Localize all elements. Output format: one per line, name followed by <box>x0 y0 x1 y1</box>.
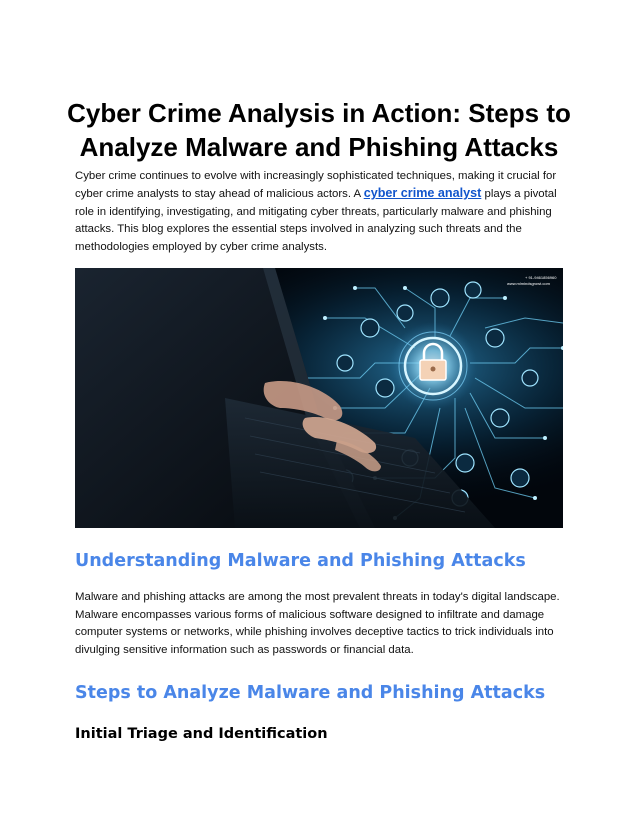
subsection-heading-triage: Initial Triage and Identification <box>75 726 328 742</box>
page-title: Cyber Crime Analysis in Action: Steps to Analyze Malware and Phishing Attacks <box>67 98 571 162</box>
intro-text-after-link: plays a pivotal role in identifying, investigating, and mitigating cyber threats, particularly malware and phishing attacks. This blog explores the essential steps involved in analyzing such threats and the methodologies employed by cyber crime analysts. <box>75 188 557 253</box>
hero-image <box>75 268 563 528</box>
section-heading-understanding: Understanding Malware and Phishing Attacks <box>75 551 526 571</box>
intro-paragraph <box>75 168 565 256</box>
section-heading-steps: Steps to Analyze Malware and Phishing Attacks <box>75 683 546 703</box>
hero-website-text: www.mlmindsgrowt.com <box>507 281 550 286</box>
hero-phone-text: + 91-9461856960 <box>525 275 557 280</box>
intro-text-before-link: Cyber crime continues to evolve with increasingly sophisticated techniques, making it crucial for cyber crime analysts to stay ahead of malicious actors. A <box>75 170 557 201</box>
section-paragraph-understanding: Malware and phishing attacks are among the most prevalent threats in today's digital landscape. Malware encompasses various forms of malicious software designed to infiltrate and damage computer systems or networks, while phishing involves deceptive tactics to trick individuals into divulging sensitive information such as passwords or financial data. <box>75 591 560 656</box>
cyber-security-illustration <box>75 268 563 528</box>
cyber-crime-analyst-link[interactable]: cyber crime analyst <box>363 186 482 201</box>
